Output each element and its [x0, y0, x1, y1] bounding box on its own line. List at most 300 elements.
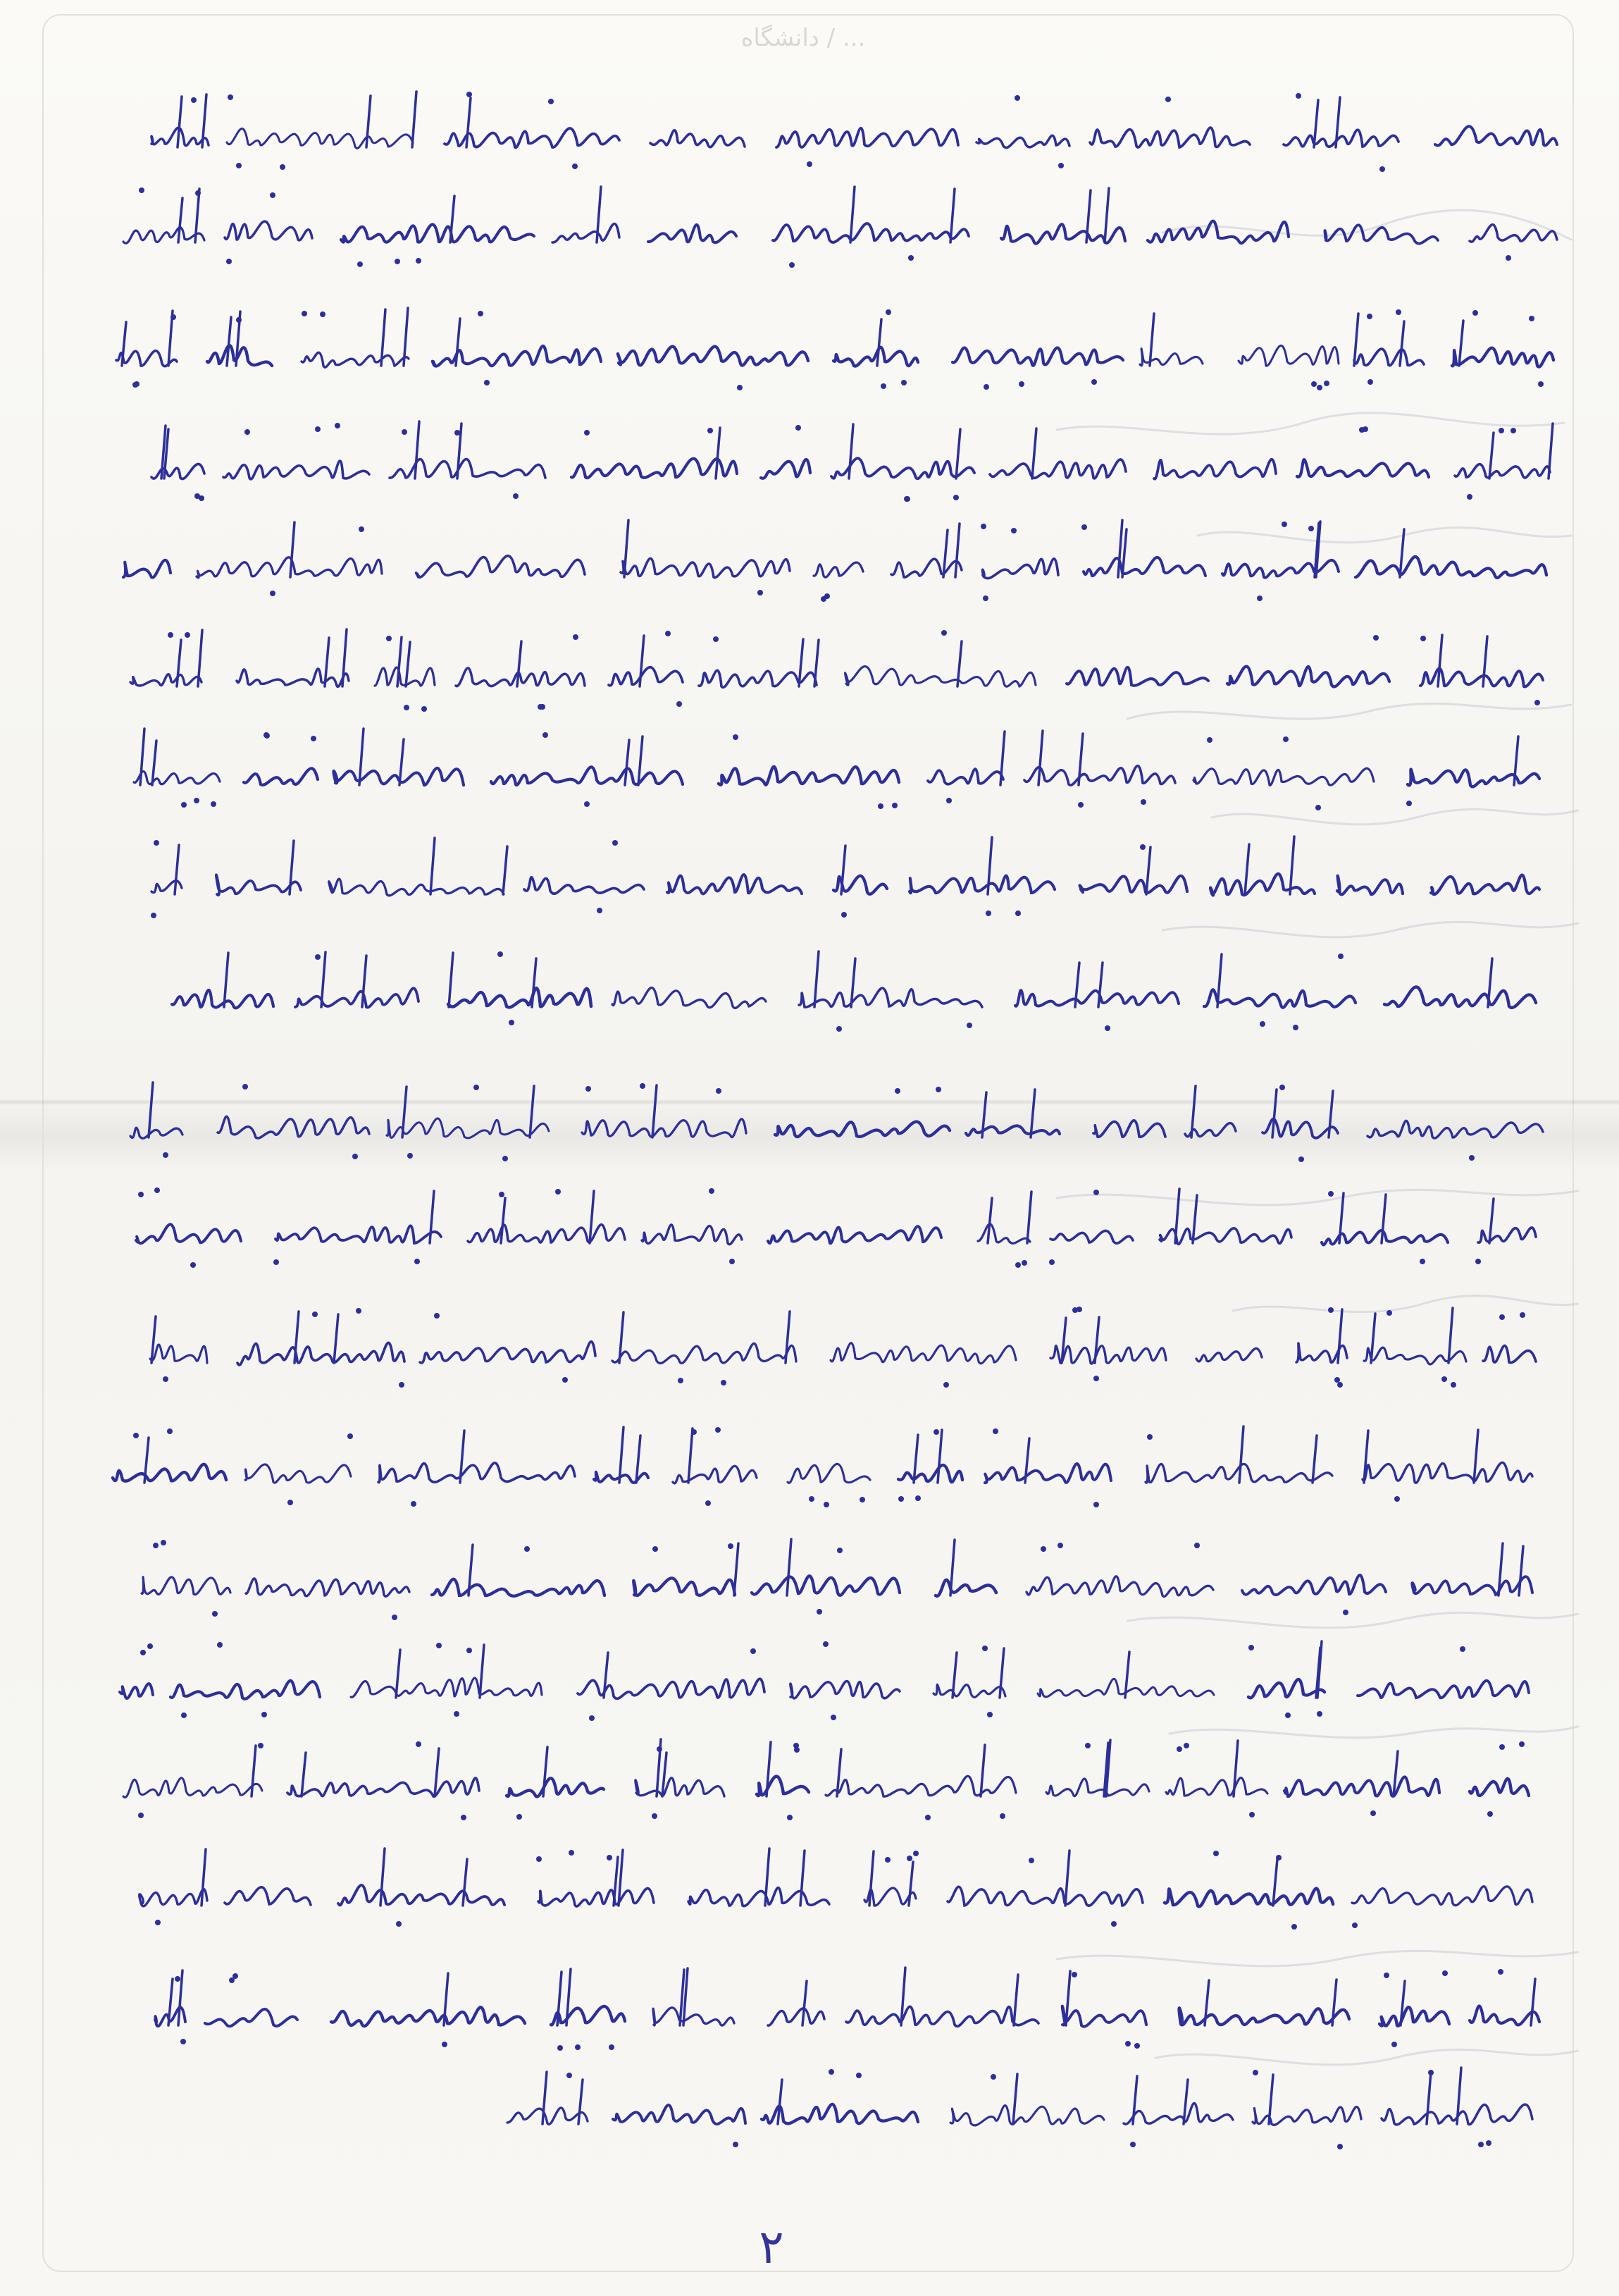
ink-dot	[757, 590, 763, 595]
ink-word	[197, 557, 382, 578]
ink-word	[1204, 989, 1356, 1007]
ink-word	[1067, 667, 1208, 686]
ink-stroke	[802, 1981, 807, 2025]
ink-word	[390, 459, 545, 478]
ink-dot	[809, 1496, 814, 1502]
ink-word	[1452, 348, 1553, 367]
ink-word	[768, 2008, 824, 2025]
handwritten-line	[113, 1426, 1532, 1507]
ink-dot	[640, 1083, 645, 1089]
ink-stroke	[1371, 1314, 1375, 1363]
ink-dot	[1308, 526, 1314, 531]
ink-stroke	[950, 1540, 955, 1596]
ink-dot	[497, 951, 503, 957]
ink-dot	[1285, 1712, 1291, 1718]
ink-dot	[1420, 636, 1426, 641]
ink-dot	[168, 632, 173, 638]
ink-dot	[901, 380, 907, 385]
ink-dot	[1475, 1259, 1481, 1264]
ink-dot	[548, 99, 554, 104]
ink-dot	[1140, 844, 1146, 850]
ink-dot	[1177, 1746, 1182, 1752]
ink-stroke	[1290, 837, 1294, 894]
ink-dot	[347, 1433, 353, 1439]
ink-dot	[1260, 1021, 1265, 1027]
ink-word	[618, 347, 808, 366]
ink-dot	[1363, 426, 1368, 432]
ink-stroke	[1146, 847, 1150, 894]
ink-dot	[652, 1546, 658, 1552]
ink-word	[953, 348, 1123, 366]
ink-dot	[856, 2073, 862, 2078]
ink-dot	[1134, 2043, 1140, 2049]
ink-word	[225, 221, 312, 240]
ink-dot	[181, 802, 187, 808]
ink-word	[1124, 2103, 1233, 2124]
ink-dot	[1257, 595, 1263, 601]
ink-word	[142, 1577, 230, 1595]
ink-word	[150, 1345, 207, 1363]
ink-word	[976, 135, 1069, 147]
ink-stroke	[950, 189, 955, 242]
ink-stroke	[402, 1087, 407, 1137]
ink-dot	[199, 495, 204, 501]
ink-dot	[1011, 528, 1017, 533]
ink-dot	[261, 1712, 267, 1717]
ink-stroke	[1014, 1975, 1018, 2025]
ink-stroke	[1032, 428, 1036, 479]
ink-dot	[538, 704, 543, 710]
ink-dot	[1057, 1543, 1063, 1548]
ink-stroke	[178, 97, 182, 147]
ink-word	[456, 668, 585, 686]
ink-word	[1325, 225, 1438, 243]
ink-word	[331, 2007, 525, 2026]
ink-dot	[516, 1814, 522, 1820]
ink-dot	[829, 2069, 834, 2075]
ink-dot	[837, 1548, 843, 1553]
ink-stroke	[1400, 321, 1404, 366]
ink-word	[1046, 1779, 1149, 1796]
ink-dot	[1248, 1645, 1254, 1650]
ink-dot	[411, 1501, 416, 1507]
ink-dot	[609, 2044, 614, 2050]
ink-dot	[1499, 1314, 1505, 1320]
ink-stroke	[1193, 1195, 1197, 1243]
ink-word	[237, 1343, 404, 1365]
ink-stroke	[1239, 1426, 1243, 1483]
ink-word	[1483, 1346, 1536, 1363]
ink-word	[776, 128, 958, 147]
ink-stroke	[938, 1430, 942, 1483]
ink-dot	[542, 732, 548, 738]
ink-stroke	[734, 1543, 738, 1596]
ink-dot	[1498, 1969, 1503, 1975]
ink-stroke	[412, 92, 416, 147]
ink-dot	[352, 1154, 358, 1159]
ink-dot	[1384, 1973, 1389, 1978]
ink-word	[170, 1681, 320, 1699]
ink-dot	[1367, 314, 1372, 319]
ink-dot	[356, 1308, 361, 1314]
ink-dot	[1029, 1858, 1034, 1863]
ink-stroke	[456, 319, 460, 366]
ink-dot	[1338, 953, 1344, 959]
ink-dot	[895, 1088, 900, 1094]
ink-stroke	[1438, 635, 1442, 686]
ink-dot	[1213, 1851, 1219, 1856]
ink-dot	[1396, 309, 1401, 315]
ink-stroke	[1122, 529, 1127, 577]
ink-word	[387, 1118, 549, 1138]
ink-word	[761, 459, 810, 479]
ink-word	[773, 223, 969, 242]
ink-dot	[1058, 163, 1064, 168]
ink-word	[752, 1576, 900, 1596]
ink-dot	[1194, 1543, 1200, 1548]
ink-word	[1337, 876, 1403, 895]
handwritten-line	[120, 1641, 1529, 1721]
ink-dot	[1291, 1924, 1297, 1930]
ink-dot	[175, 1976, 180, 1982]
ink-dot	[885, 1857, 891, 1863]
handwritten-line	[136, 1187, 1536, 1268]
ink-dot	[967, 1023, 972, 1028]
ink-dot	[1091, 379, 1097, 385]
ink-word	[468, 1225, 625, 1242]
ink-dot	[1078, 802, 1084, 808]
ink-word	[891, 559, 962, 577]
ink-dot	[536, 1856, 542, 1862]
ink-dot	[607, 1855, 612, 1860]
ink-stroke	[1031, 1090, 1035, 1137]
ink-word	[1455, 464, 1550, 478]
handwritten-line	[123, 520, 1546, 602]
ink-dot	[402, 429, 407, 435]
ink-word	[1470, 225, 1557, 242]
ink-stroke	[1272, 1090, 1277, 1137]
ink-dot	[1093, 1190, 1099, 1195]
ink-word	[799, 988, 982, 1007]
ink-dot	[705, 1500, 711, 1506]
ink-dot	[1015, 1262, 1021, 1268]
ink-dot	[584, 430, 590, 436]
ink-stroke	[1038, 731, 1043, 785]
handwritten-line	[142, 1539, 1532, 1620]
ink-stroke	[224, 953, 228, 1007]
ink-word	[688, 1888, 829, 1906]
ink-dot	[1367, 379, 1373, 385]
ink-dot	[943, 1382, 949, 1388]
ink-stroke	[814, 951, 819, 1007]
ink-dot	[473, 1085, 479, 1090]
ink-stroke	[850, 187, 855, 242]
ink-stroke	[1531, 1979, 1535, 2025]
ink-dot	[153, 1543, 159, 1548]
ink-word	[1165, 1889, 1333, 1907]
ink-word	[757, 1777, 809, 1796]
ink-dot	[841, 912, 847, 918]
ink-dot	[678, 1378, 683, 1383]
ink-word	[928, 769, 1003, 784]
ink-word	[1470, 2006, 1539, 2025]
ink-dot	[191, 97, 197, 103]
ink-dot	[151, 913, 156, 918]
ink-dot	[194, 798, 199, 803]
ink-dot	[823, 1641, 829, 1647]
ink-dot	[163, 1376, 168, 1382]
ink-dot	[138, 1813, 144, 1818]
ink-word	[1363, 1462, 1532, 1483]
ink-dot	[881, 383, 886, 389]
ink-dot	[1022, 1260, 1027, 1266]
ink-dot	[1460, 1646, 1465, 1652]
ink-dot	[1472, 310, 1478, 316]
ink-stroke	[1459, 321, 1463, 366]
ink-word	[846, 2006, 1038, 2026]
ink-dot	[414, 1259, 420, 1264]
ink-dot	[1486, 2140, 1491, 2146]
ink-dot	[509, 1020, 514, 1025]
ink-dot	[986, 911, 991, 916]
ink-stroke	[1133, 2076, 1137, 2124]
ink-dot	[1511, 428, 1516, 433]
ink-stroke	[430, 1191, 434, 1243]
ink-word	[1239, 345, 1339, 366]
ink-dot	[795, 425, 801, 431]
ink-word	[134, 772, 220, 784]
ink-word	[898, 1465, 962, 1482]
ink-stroke	[625, 740, 629, 785]
ink-dot	[1343, 1610, 1348, 1615]
ink-dot	[236, 163, 242, 168]
ink-stroke	[578, 2080, 583, 2124]
ink-word	[227, 129, 413, 149]
ink-word	[244, 768, 318, 784]
ink-dot	[733, 734, 738, 740]
ink-dot	[1283, 736, 1289, 742]
ink-dot	[359, 526, 364, 532]
ink-word	[612, 1343, 796, 1363]
ink-stroke	[849, 424, 853, 479]
ink-dot	[395, 259, 400, 264]
ink-dot	[908, 255, 914, 261]
ink-word	[223, 461, 369, 479]
ink-stroke	[1245, 844, 1249, 894]
ink-dot	[1279, 1085, 1285, 1090]
ink-stroke	[1013, 2074, 1017, 2124]
handwritten-line	[151, 92, 1557, 172]
ink-dot	[555, 1189, 561, 1195]
ink-stroke	[1449, 1308, 1453, 1363]
ink-word	[507, 2108, 588, 2124]
ink-stroke	[302, 1753, 306, 1796]
ink-stroke	[614, 1857, 618, 1906]
ink-dot	[1072, 1972, 1077, 1977]
ink-word	[538, 1889, 654, 1906]
ink-stroke	[652, 1085, 657, 1137]
ink-dot	[1317, 385, 1322, 390]
ink-word	[1408, 770, 1539, 787]
ink-dot	[915, 1495, 921, 1501]
ink-word	[1079, 876, 1187, 893]
ink-dot	[167, 1428, 173, 1434]
ink-dot	[597, 908, 602, 913]
ink-dot	[1529, 316, 1534, 321]
ink-word	[1154, 459, 1276, 479]
ink-word	[613, 2105, 745, 2124]
ink-dot	[1165, 97, 1171, 102]
ink-word	[491, 767, 683, 785]
ink-dot	[228, 94, 233, 100]
ink-dot	[1311, 381, 1317, 387]
ink-stroke	[227, 317, 231, 366]
ink-word	[635, 1778, 724, 1796]
ink-dot	[1085, 1743, 1091, 1748]
handwritten-line	[172, 951, 1536, 1032]
ink-dot	[140, 1650, 146, 1655]
ink-word	[351, 1678, 542, 1697]
ink-word	[788, 1464, 870, 1483]
ink-dot	[1499, 1744, 1505, 1750]
ink-stroke	[406, 642, 410, 686]
ink-word	[1352, 1887, 1532, 1906]
ink-dot	[1324, 381, 1329, 386]
ink-stroke	[800, 1851, 805, 1906]
ink-dot	[573, 634, 578, 640]
ink-word	[582, 1119, 746, 1137]
ink-stroke	[953, 1653, 957, 1698]
ink-dot	[315, 954, 321, 960]
ink-word	[612, 987, 766, 1008]
ink-word	[1478, 1228, 1536, 1242]
ink-word	[151, 881, 182, 893]
ink-dot	[270, 192, 275, 198]
ink-stroke	[988, 1198, 992, 1243]
ink-word	[966, 1125, 1060, 1135]
ink-dot	[886, 309, 891, 315]
ink-dot	[787, 1815, 793, 1820]
ink-word	[933, 1684, 1005, 1697]
handwritten-line	[139, 1848, 1532, 1930]
ink-dot	[416, 1741, 421, 1747]
ink-dot	[676, 701, 682, 707]
ink-dot	[1147, 1434, 1153, 1440]
handwritten-line	[150, 1307, 1536, 1388]
ink-dot	[181, 1712, 187, 1718]
ink-dot	[154, 840, 159, 846]
ink-word	[136, 1224, 241, 1243]
ink-stroke	[877, 319, 881, 366]
ink-dot	[1534, 700, 1540, 705]
ink-dot	[941, 630, 947, 636]
ink-word	[151, 464, 204, 479]
ink-word	[275, 1226, 441, 1243]
ink-dot	[264, 733, 270, 739]
ink-stroke	[1065, 1851, 1069, 1906]
ink-word	[1050, 1346, 1166, 1364]
ink-word	[768, 1226, 941, 1243]
ink-dot	[657, 1746, 662, 1752]
ink-stroke	[399, 739, 404, 785]
ink-dot	[652, 1813, 657, 1819]
ink-word	[936, 1580, 996, 1596]
ink-dot	[315, 426, 321, 432]
ink-word	[120, 1684, 153, 1698]
ink-dot	[907, 1856, 912, 1861]
ink-stroke	[1175, 1189, 1179, 1243]
ink-dot	[1317, 1711, 1322, 1717]
ink-word	[762, 2104, 918, 2124]
ink-word	[375, 667, 435, 686]
ink-stroke	[503, 846, 507, 894]
handwritten-line	[155, 1968, 1539, 2051]
ink-dot	[442, 2042, 447, 2047]
ink-dot	[1253, 2070, 1258, 2075]
ink-dot	[585, 1086, 591, 1092]
ink-stroke	[909, 1862, 913, 1906]
ink-word	[205, 2009, 297, 2026]
ink-dot	[1328, 1307, 1334, 1313]
ink-word	[113, 1464, 226, 1481]
ink-dot	[1352, 1922, 1358, 1928]
ink-word	[1148, 221, 1289, 243]
ink-word	[246, 1579, 409, 1596]
ink-dot	[226, 259, 232, 264]
ink-word	[445, 128, 619, 147]
ink-dot	[399, 1382, 404, 1388]
ink-stroke	[480, 1645, 484, 1698]
ink-stroke	[988, 837, 992, 894]
ink-word	[1284, 130, 1398, 147]
ink-dot	[1328, 1191, 1334, 1197]
ink-word	[1297, 459, 1429, 477]
ink-stroke	[814, 640, 819, 686]
ink-word	[1470, 1779, 1529, 1796]
ink-dot	[1373, 635, 1379, 641]
ink-dot	[898, 1496, 904, 1502]
ink-word	[123, 1778, 262, 1798]
ink-dot	[244, 429, 250, 435]
ink-word	[130, 1128, 182, 1138]
ink-dot	[232, 1973, 238, 1979]
ink-dot	[1379, 166, 1385, 172]
handwritten-line	[116, 308, 1553, 390]
ink-dot	[155, 1920, 161, 1925]
ink-dot	[236, 317, 242, 323]
ink-word	[667, 875, 802, 894]
ink-word	[1093, 1121, 1165, 1137]
ink-dot	[925, 1815, 931, 1820]
ink-stroke	[1150, 314, 1154, 366]
ink-dot	[981, 524, 986, 529]
ink-dot	[789, 262, 795, 268]
ink-stroke	[1027, 1192, 1031, 1243]
ink-dot	[139, 187, 144, 193]
ink-dot	[878, 803, 883, 809]
ink-dot	[824, 1502, 829, 1507]
ink-dot	[1125, 2041, 1131, 2047]
ink-word	[218, 1116, 369, 1138]
ink-dot	[1015, 95, 1020, 101]
ink-stroke	[342, 629, 347, 686]
ink-stroke	[177, 640, 181, 686]
ink-dot	[436, 1643, 442, 1648]
ink-word	[650, 130, 745, 147]
ink-stroke	[1273, 1859, 1277, 1906]
ink-dot	[1487, 1811, 1493, 1817]
ink-dot	[1019, 381, 1024, 387]
